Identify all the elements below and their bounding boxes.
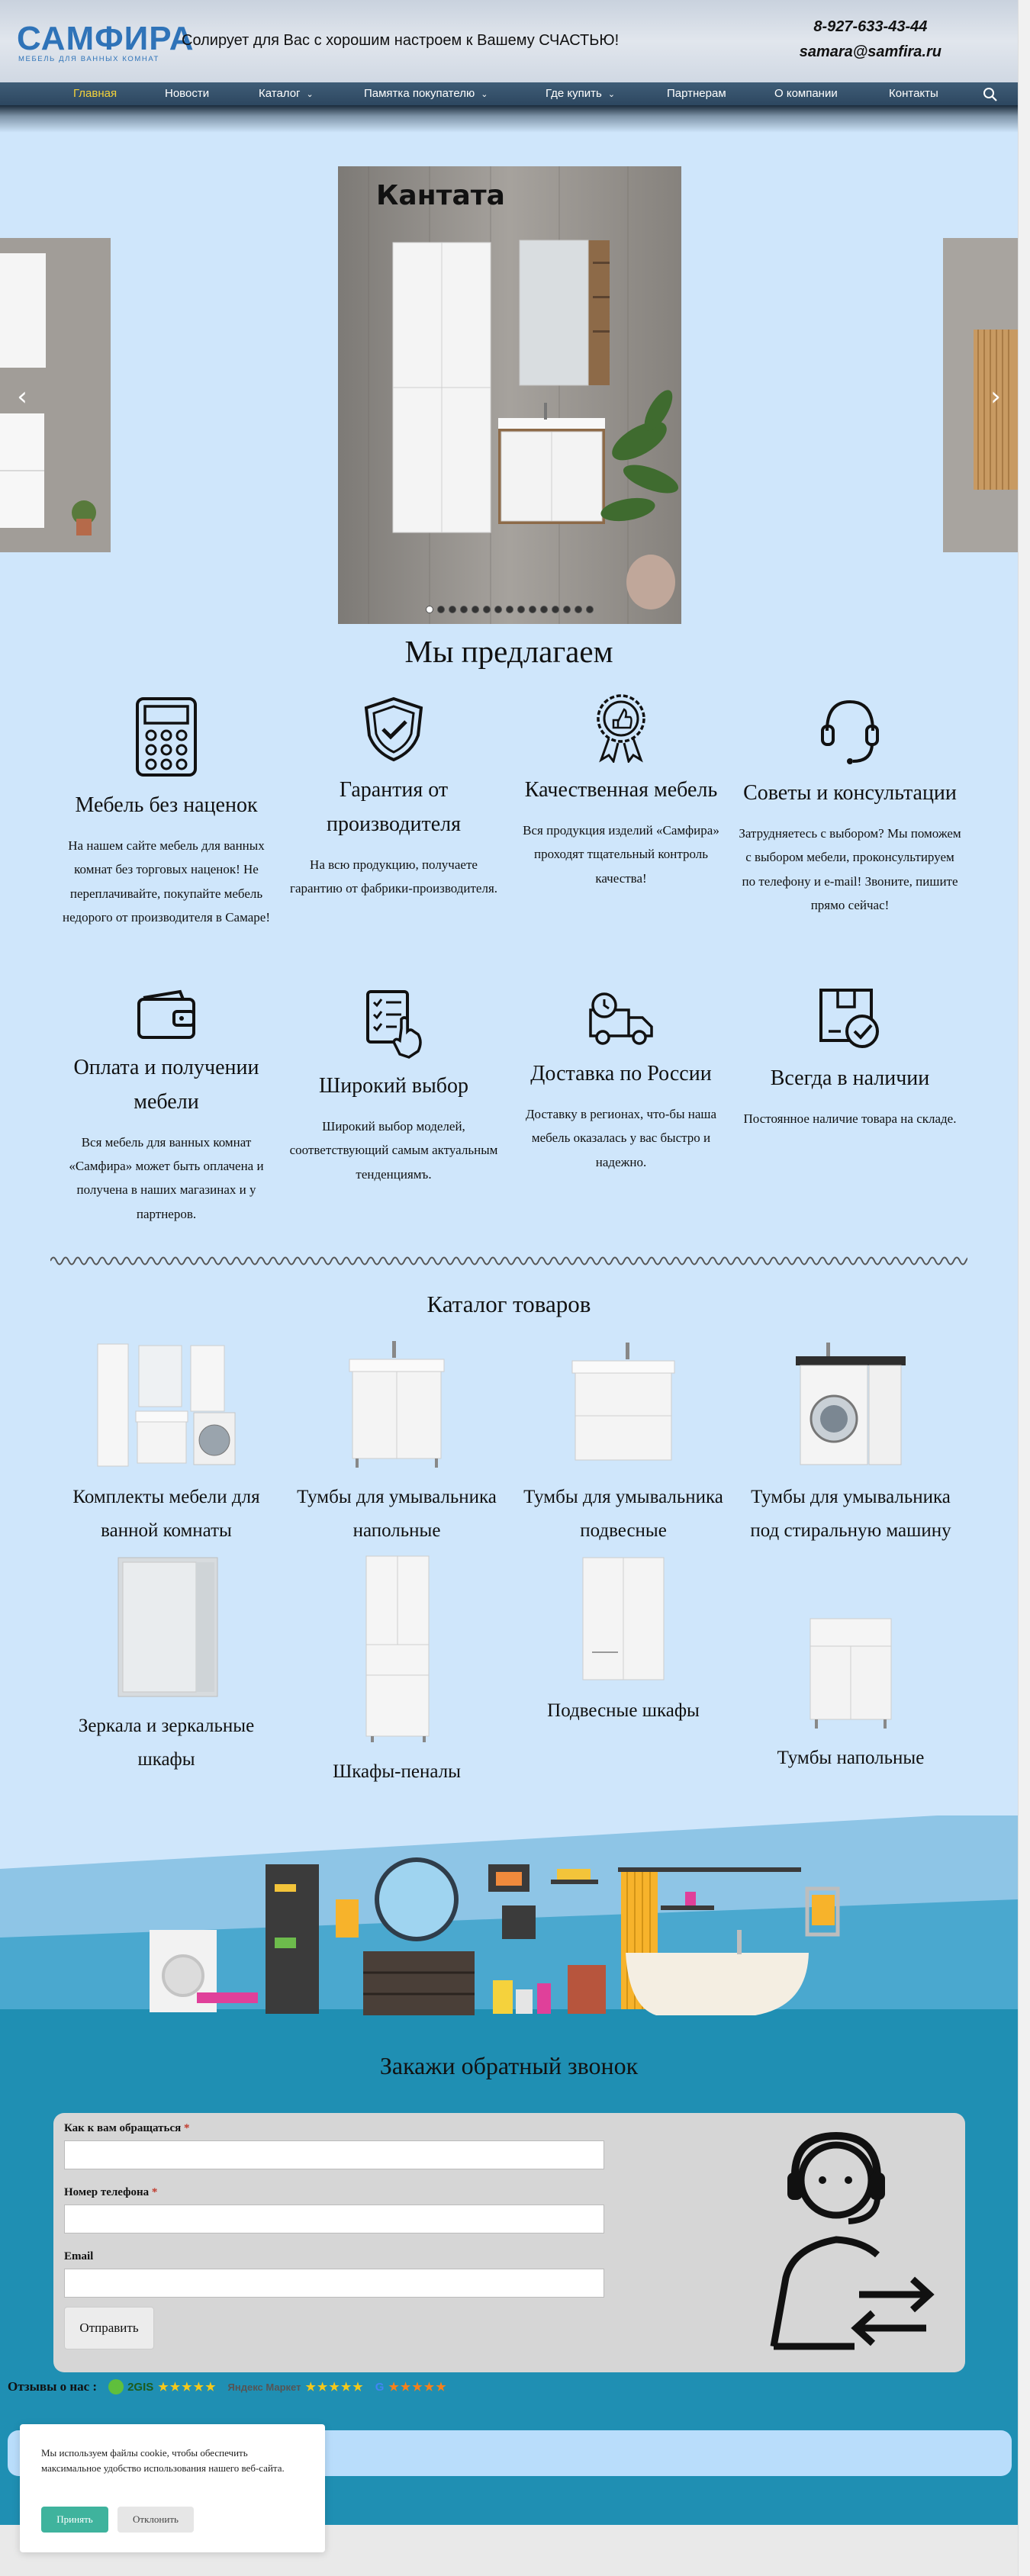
checklist-hand-icon	[363, 989, 424, 1059]
email-field-label: Email	[64, 2250, 94, 2262]
catalog-item[interactable]	[52, 1553, 281, 1777]
slider-dot[interactable]	[426, 606, 433, 613]
catalog-item-label: Тумбы для умывальника подвесные	[523, 1487, 723, 1541]
logo-wordmark: САМФИРА	[17, 20, 195, 57]
slide-current-image	[338, 166, 681, 624]
feature-text: Постоянное наличие товара на складе.	[743, 1111, 957, 1126]
feature-text: Доставку в регионах, что-бы наша мебель оказалась у вас быстро и надежно.	[525, 1106, 717, 1169]
callback-form	[53, 2113, 965, 2372]
name-field-label	[64, 2122, 189, 2135]
catalog-item-label: Тумбы для умывальника напольные	[297, 1487, 497, 1541]
review-stars: ★★★★★	[388, 2381, 448, 2394]
slider-next-arrow[interactable]: ›	[990, 381, 1001, 412]
catalog-item-label: Комплекты мебели для ванной комнаты	[72, 1487, 260, 1541]
feature-card	[55, 989, 278, 1226]
offer-title: Мы предлагаем	[404, 634, 613, 669]
catalog-item-label: Зеркала и зеркальные шкафы	[78, 1716, 255, 1770]
feature-card	[282, 696, 505, 900]
review-stars: ★★★★★	[158, 2381, 217, 2394]
review-2gis[interactable]	[108, 2378, 217, 2395]
header-phone[interactable]: 8-927-633-43-44	[813, 18, 928, 35]
washer-vanity-image	[790, 1339, 912, 1469]
feature-title: Гарантия от производителя	[327, 778, 461, 836]
catalog-item[interactable]	[736, 1616, 965, 1775]
nav-label: Новости	[165, 87, 210, 100]
catalog-item[interactable]	[509, 1553, 738, 1728]
header-email[interactable]: samara@samfira.ru	[799, 43, 941, 60]
nav-item-news[interactable]	[165, 82, 209, 105]
feature-title: Мебель без наценок	[75, 793, 258, 817]
slider-dot[interactable]	[586, 606, 594, 613]
reviews-bar	[8, 2378, 448, 2395]
review-source-name: G	[375, 2380, 385, 2394]
label-text: Номер телефона	[64, 2186, 150, 2198]
chevron-down-icon: ⌄	[306, 90, 314, 99]
nav-label: Контакты	[889, 87, 938, 100]
calculator-icon	[134, 696, 198, 778]
header-slogan: Солирует для Вас с хорошим настроем к Вашему СЧАСТЬЮ!	[182, 32, 620, 49]
slider-dot[interactable]	[563, 606, 571, 613]
catalog-item[interactable]	[509, 1339, 738, 1548]
header	[0, 0, 1018, 82]
nav-item-partners[interactable]	[667, 82, 726, 105]
nav-item-catalog[interactable]	[259, 82, 314, 105]
nav-item-contacts[interactable]	[889, 82, 938, 105]
operator-support-icon	[763, 2125, 938, 2354]
catalog-item-label: Подвесные шкафы	[547, 1700, 700, 1721]
feature-card	[55, 696, 278, 930]
feature-title: Доставка по России	[530, 1062, 712, 1085]
feature-title: Всегда в наличии	[770, 1066, 930, 1090]
email-input[interactable]	[64, 2269, 604, 2298]
reviews-label: Отзывы о нас :	[8, 2379, 98, 2394]
quality-badge-icon	[592, 693, 650, 763]
catalog-item-label: Тумбы напольные	[777, 1748, 925, 1768]
catalog-item[interactable]	[282, 1553, 511, 1789]
catalog-item[interactable]	[52, 1339, 281, 1548]
submit-button[interactable]: Отправить	[64, 2307, 154, 2349]
review-source-name: Яндекс Маркет	[227, 2381, 301, 2393]
feature-title: Широкий выбор	[318, 1074, 469, 1098]
header-contacts	[800, 18, 941, 61]
feature-title: Качественная мебель	[524, 778, 718, 802]
catalog-item[interactable]	[282, 1339, 511, 1548]
wallet-icon	[136, 989, 197, 1040]
phone-field-label	[64, 2186, 157, 2199]
nav-item-where-to-buy[interactable]	[546, 82, 615, 105]
cookie-text: Мы используем файлы cookie, чтобы обеспечить максимальное удобство использования нашего веб-сайта.	[41, 2447, 285, 2475]
slider-dot[interactable]	[449, 606, 456, 613]
slider-dot[interactable]	[540, 606, 548, 613]
feature-text: На нашем сайте мебель для ванных комнат без торговых наценок! Не переплачивайте, покупайте мебель недорого от производителя в Самаре!	[63, 838, 270, 925]
main-nav	[0, 82, 1018, 105]
catalog-item-label: Шкафы-пеналы	[333, 1761, 461, 1782]
feature-title: Оплата и получении мебели	[73, 1056, 259, 1114]
catalog-item[interactable]	[736, 1339, 965, 1548]
slide-title: Кантата	[376, 180, 505, 211]
review-stars: ★★★★★	[305, 2381, 365, 2394]
feature-card	[282, 989, 505, 1186]
chevron-down-icon: ⌄	[481, 90, 488, 99]
product-set-image	[90, 1339, 243, 1469]
cookie-reject-button[interactable]: Отклонить	[117, 2507, 194, 2533]
catalog-title: Каталог товаров	[426, 1291, 591, 1317]
search-icon[interactable]	[983, 87, 998, 102]
label-text: Как к вам обращаться	[64, 2122, 182, 2134]
slider-dot[interactable]	[472, 606, 479, 613]
wall-vanity-image	[566, 1339, 681, 1469]
slider-dot[interactable]	[483, 606, 491, 613]
nav-item-buyer-guide[interactable]	[364, 82, 488, 105]
scrollbar[interactable]	[1018, 0, 1030, 2576]
nav-item-about[interactable]	[774, 82, 838, 105]
feature-card	[510, 992, 732, 1174]
2gis-logo-icon	[108, 2378, 124, 2395]
feature-card	[739, 987, 961, 1130]
name-input[interactable]	[64, 2140, 604, 2169]
cookie-consent	[20, 2424, 325, 2552]
wall-cabinet-image	[574, 1553, 673, 1683]
box-check-icon	[818, 987, 882, 1051]
cookie-accept-button[interactable]: Принять	[41, 2507, 108, 2533]
nav-label: Каталог	[259, 87, 301, 100]
slider-dot[interactable]	[437, 606, 445, 613]
nav-label: Главная	[73, 87, 117, 100]
callback-title: Закажи обратный звонок	[379, 2052, 639, 2079]
nav-label: Партнерам	[667, 87, 726, 100]
wave-divider	[50, 1253, 967, 1269]
phone-input[interactable]	[64, 2205, 604, 2233]
required-mark: *	[151, 2186, 158, 2198]
review-source-name: 2GIS	[127, 2380, 154, 2394]
slider-dot[interactable]	[529, 606, 536, 613]
review-yandex-market[interactable]	[228, 2380, 365, 2394]
nav-label: Памятка покупателю	[364, 87, 475, 100]
delivery-truck-icon	[587, 992, 655, 1047]
slider-dot[interactable]	[460, 606, 468, 613]
nav-label: О компании	[774, 87, 838, 100]
tall-cabinet-image	[351, 1553, 443, 1744]
headset-icon	[818, 696, 882, 766]
nav-item-home[interactable]	[73, 82, 117, 105]
feature-text: Вся мебель для ванных комнат «Самфира» может быть оплачена и получена в наших магазинах и у партнеров.	[69, 1134, 264, 1221]
chevron-down-icon: ⌄	[607, 90, 616, 99]
slide-current[interactable]	[338, 166, 681, 624]
required-mark: *	[183, 2122, 190, 2134]
slider-dot[interactable]	[494, 606, 502, 613]
shield-check-icon	[362, 696, 426, 763]
feature-text: Вся продукция изделий «Самфира» проходят тщательный контроль качества!	[523, 822, 719, 886]
floor-vanity-image	[343, 1339, 450, 1469]
slider-dot[interactable]	[552, 606, 559, 613]
slider-dot[interactable]	[506, 606, 513, 613]
feature-text: Затрудняетесь с выбором? Мы поможем с выбором мебели, проконсультируем по телефону и e-mail! Звоните, пишите прямо сейчас!	[739, 825, 961, 913]
review-google[interactable]	[375, 2380, 448, 2394]
feature-text: Широкий выбор моделей, соответствующий самым актуальным тенденциямъ.	[289, 1118, 498, 1182]
floor-cabinet-image	[801, 1616, 900, 1730]
mirror-cabinet-image	[109, 1553, 224, 1698]
slider-dot[interactable]	[517, 606, 525, 613]
nav-label: Где купить	[546, 87, 602, 100]
logo[interactable]	[17, 17, 195, 66]
slider-pagination	[426, 606, 594, 615]
catalog-item-label: Тумбы для умывальника под стиральную машину	[750, 1487, 951, 1541]
slider-dot[interactable]	[575, 606, 582, 613]
slider-prev-arrow[interactable]: ‹	[17, 381, 27, 412]
logo-subtitle: МЕБЕЛЬ ДЛЯ ВАННЫХ КОМНАТ	[18, 55, 159, 63]
feature-card	[510, 693, 732, 890]
feature-card	[739, 696, 961, 918]
feature-text: На всю продукцию, получаете гарантию от фабрики-производителя.	[289, 857, 498, 896]
feature-title: Советы и консультации	[743, 781, 957, 805]
